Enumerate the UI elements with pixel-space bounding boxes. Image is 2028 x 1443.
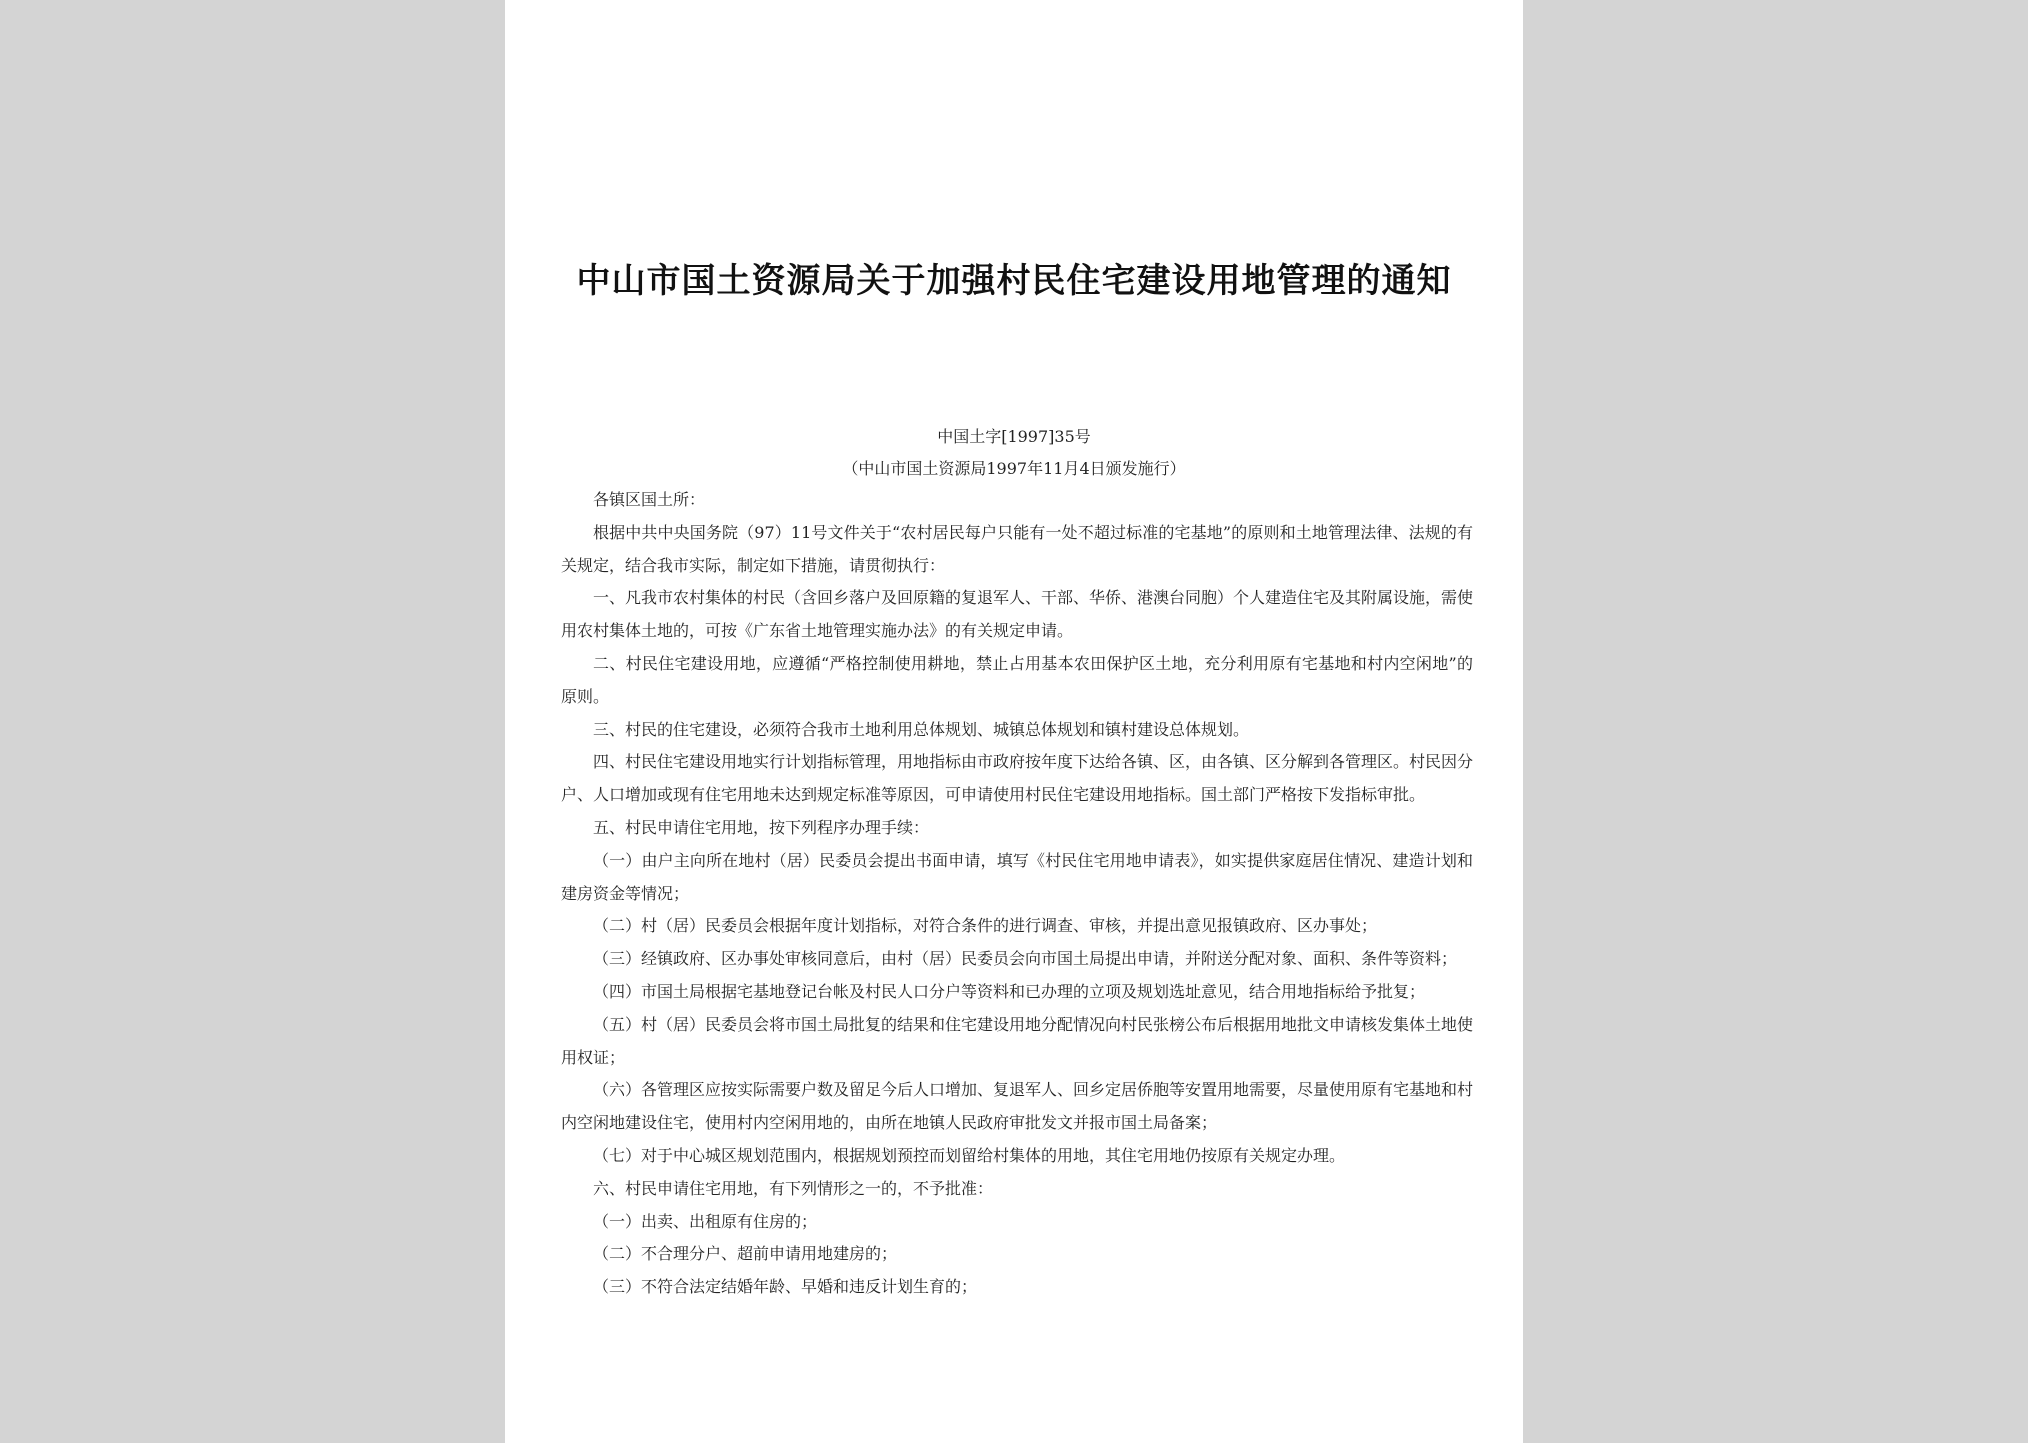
paragraph-article-6-item-2: （二）不合理分户、超前申请用地建房的； <box>593 1244 898 1264</box>
paragraph-article-5-item-6: （六）各管理区应按实际需要户数及留足今后人口增加、复退军人、回乡定居侨胞等安置用地需要，尽量使用原有宅基地和村内空闲地建设住宅，使用村内空闲用地的，由所在地镇人民政府审批发文并报市国土局备案； <box>561 1080 1474 1133</box>
paragraph-article-5-item-5: （五）村（居）民委员会将市国土局批复的结果和住宅建设用地分配情况向村民张榜公布后根据用地批文申请核发集体土地使用权证； <box>561 1014 1474 1067</box>
paragraph-article-5-item-7: （七）对于中心城区规划范围内，根据规划预控而划留给村集体的用地，其住宅用地仍按原有关规定办理。 <box>593 1145 1346 1165</box>
paragraph-preamble: 根据中共中央国务院（97）11号文件关于“农村居民每户只能有一处不超过标准的宅基地”的原则和土地管理法律、法规的有关规定，结合我市实际，制定如下措施，请贯彻执行： <box>561 522 1473 575</box>
paragraph-article-6-item-3: （三）不符合法定结婚年龄、早婚和违反计划生育的； <box>593 1277 978 1297</box>
paragraph-article-2: 二、村民住宅建设用地，应遵循“严格控制使用耕地，禁止占用基本农田保护区土地，充分利用原有宅基地和村内空闲地”的原则。 <box>561 653 1473 706</box>
paragraph-article-5: 五、村民申请住宅用地，按下列程序办理手续： <box>593 817 930 837</box>
paragraph-article-4: 四、村民住宅建设用地实行计划指标管理，用地指标由市政府按年度下达给各镇、区，由各镇、区分解到各管理区。村民因分户、人口增加或现有住宅用地未达到规定标准等原因，可申请使用村民住宅建设用地指标。国土部门严格按下发指标审批。 <box>561 752 1474 805</box>
issue-note: （中山市国土资源局1997年11月4日颁发施行） <box>842 459 1186 478</box>
document-title: 中山市国土资源局关于加强村民住宅建设用地管理的通知 <box>576 261 1452 301</box>
document-number: 中国土字[1997]35号 <box>937 427 1091 446</box>
paragraph-article-5-item-3: （三）经镇政府、区办事处审核同意后，由村（居）民委员会向市国土局提出申请，并附送分配对象、面积、条件等资料； <box>593 949 1458 969</box>
paragraph-article-3: 三、村民的住宅建设，必须符合我市土地利用总体规划、城镇总体规划和镇村建设总体规划。 <box>593 719 1250 739</box>
document-body <box>561 484 1473 1304</box>
paragraph-article-6: 六、村民申请住宅用地，有下列情形之一的，不予批准： <box>593 1178 994 1198</box>
paragraph-article-5-item-4: （四）市国土局根据宅基地登记台帐及村民人口分户等资料和已办理的立项及规划选址意见，结合用地指标给予批复； <box>593 981 1426 1001</box>
paragraph-article-6-item-1: （一）出卖、出租原有住房的； <box>593 1211 818 1231</box>
paragraph-article-1: 一、凡我市农村集体的村民（含回乡落户及回原籍的复退军人、干部、华侨、港澳台同胞）个人建造住宅及其附属设施，需使用农村集体土地的，可按《广东省土地管理实施办法》的有关规定申请。 <box>561 588 1474 641</box>
document-page <box>505 0 1523 1443</box>
paragraph-article-5-item-1: （一）由户主向所在地村（居）民委员会提出书面申请，填写《村民住宅用地申请表》，如实提供家庭居住情况、建造计划和建房资金等情况； <box>561 850 1473 903</box>
paragraph-article-5-item-2: （二）村（居）民委员会根据年度计划指标，对符合条件的进行调查、审核，并提出意见报镇政府、区办事处； <box>593 916 1378 936</box>
paragraph-salutation: 各镇区国土所： <box>593 490 706 509</box>
